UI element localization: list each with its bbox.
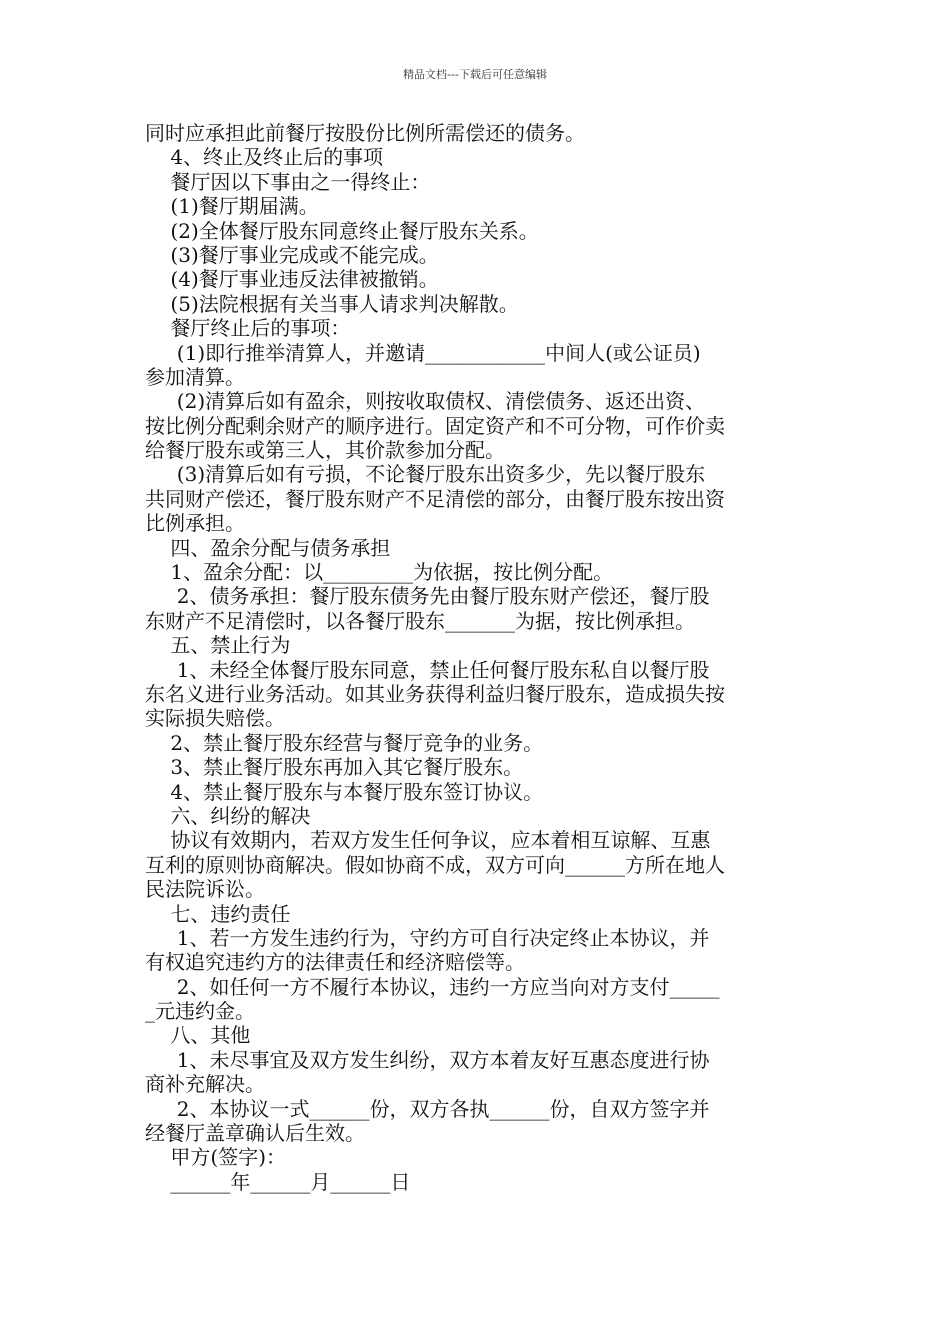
- text-line: 民法院诉讼。: [145, 877, 265, 902]
- text-line: (2)清算后如有盈余，则按收取债权、清偿债务、返还出资、: [145, 389, 706, 414]
- text-line: 1、未尽事宜及双方发生纠纷，双方本着友好互惠态度进行协: [145, 1047, 710, 1072]
- text-line: (4)餐厅事业违反法律被撤销。: [145, 267, 439, 292]
- text-line: 六、纠纷的解决: [145, 803, 311, 828]
- text-line: 东财产不足清偿时，以各餐厅股东_______为据，按比例承担。: [145, 608, 695, 633]
- text-line: 七、违约责任: [145, 901, 291, 926]
- text-line: (3)餐厅事业完成或不能完成。: [145, 242, 439, 267]
- text-line: 1、若一方发生违约行为，守约方可自行决定终止本协议，并: [145, 925, 710, 950]
- text-line: 参加清算。: [145, 364, 245, 389]
- text-line: _元违约金。: [145, 999, 255, 1024]
- text-line: (5)法院根据有关当事人请求判决解散。: [145, 291, 519, 316]
- text-line: ______年______月______日: [145, 1169, 411, 1194]
- text-line: (1)即行推举清算人，并邀请____________中间人(或公证员): [145, 340, 701, 365]
- text-line: 2、本协议一式______份，双方各执______份，自双方签字并: [145, 1096, 710, 1121]
- text-line: 给餐厅股东或第三人，其价款参加分配。: [145, 438, 505, 463]
- text-line: 2、债务承担：餐厅股东债务先由餐厅股东财产偿还，餐厅股: [145, 584, 710, 609]
- text-line: 协议有效期内，若双方发生任何争议，应本着相互谅解、互惠: [145, 828, 711, 853]
- text-line: 商补充解决。: [145, 1072, 265, 1097]
- text-line: 3、禁止餐厅股东再加入其它餐厅股东。: [145, 755, 524, 780]
- text-line: 有权追究违约方的法律责任和经济赔偿等。: [145, 950, 525, 975]
- text-line: 餐厅终止后的事项：: [145, 316, 351, 341]
- text-line: (1)餐厅期届满。: [145, 194, 319, 219]
- text-line: 1、盈余分配：以_________为依据，按比例分配。: [145, 560, 614, 585]
- text-line: 实际损失赔偿。: [145, 706, 285, 731]
- text-line: (2)全体餐厅股东同意终止餐厅股东关系。: [145, 218, 539, 243]
- text-line: 4、终止及终止后的事项: [145, 145, 384, 170]
- text-line: 4、禁止餐厅股东与本餐厅股东签订协议。: [145, 779, 544, 804]
- page-header: 精品文档---下载后可任意编辑: [403, 68, 547, 81]
- text-line: 1、未经全体餐厅股东同意，禁止任何餐厅股东私自以餐厅股: [145, 657, 710, 682]
- text-line: 共同财产偿还，餐厅股东财产不足清偿的部分，由餐厅股东按出资: [145, 486, 725, 511]
- text-line: 按比例分配剩余财产的顺序进行。固定资产和不可分物，可作价卖: [145, 413, 725, 438]
- text-line: 八、其他: [145, 1023, 251, 1048]
- text-line: 五、禁止行为: [145, 633, 291, 658]
- text-line: 四、盈余分配与债务承担: [145, 535, 391, 560]
- document-body: [145, 121, 810, 1194]
- text-line: 经餐厅盖章确认后生效。: [145, 1121, 365, 1146]
- text-line: 2、禁止餐厅股东经营与餐厅竞争的业务。: [145, 730, 544, 755]
- text-line: (3)清算后如有亏损，不论餐厅股东出资多少，先以餐厅股东: [145, 462, 706, 487]
- text-line: 餐厅因以下事由之一得终止：: [145, 169, 431, 194]
- text-line: 甲方(签字)：: [145, 1145, 287, 1170]
- text-line: 2、如任何一方不履行本协议，违约一方应当向对方支付_____: [145, 974, 720, 999]
- text-line: 东名义进行业务活动。如其业务获得利益归餐厅股东，造成损失按: [145, 681, 725, 706]
- text-line: 互利的原则协商解决。假如协商不成，双方可向______方所在地人: [145, 852, 725, 877]
- text-line: 比例承担。: [145, 511, 245, 536]
- text-line: 同时应承担此前餐厅按股份比例所需偿还的债务。: [145, 121, 585, 145]
